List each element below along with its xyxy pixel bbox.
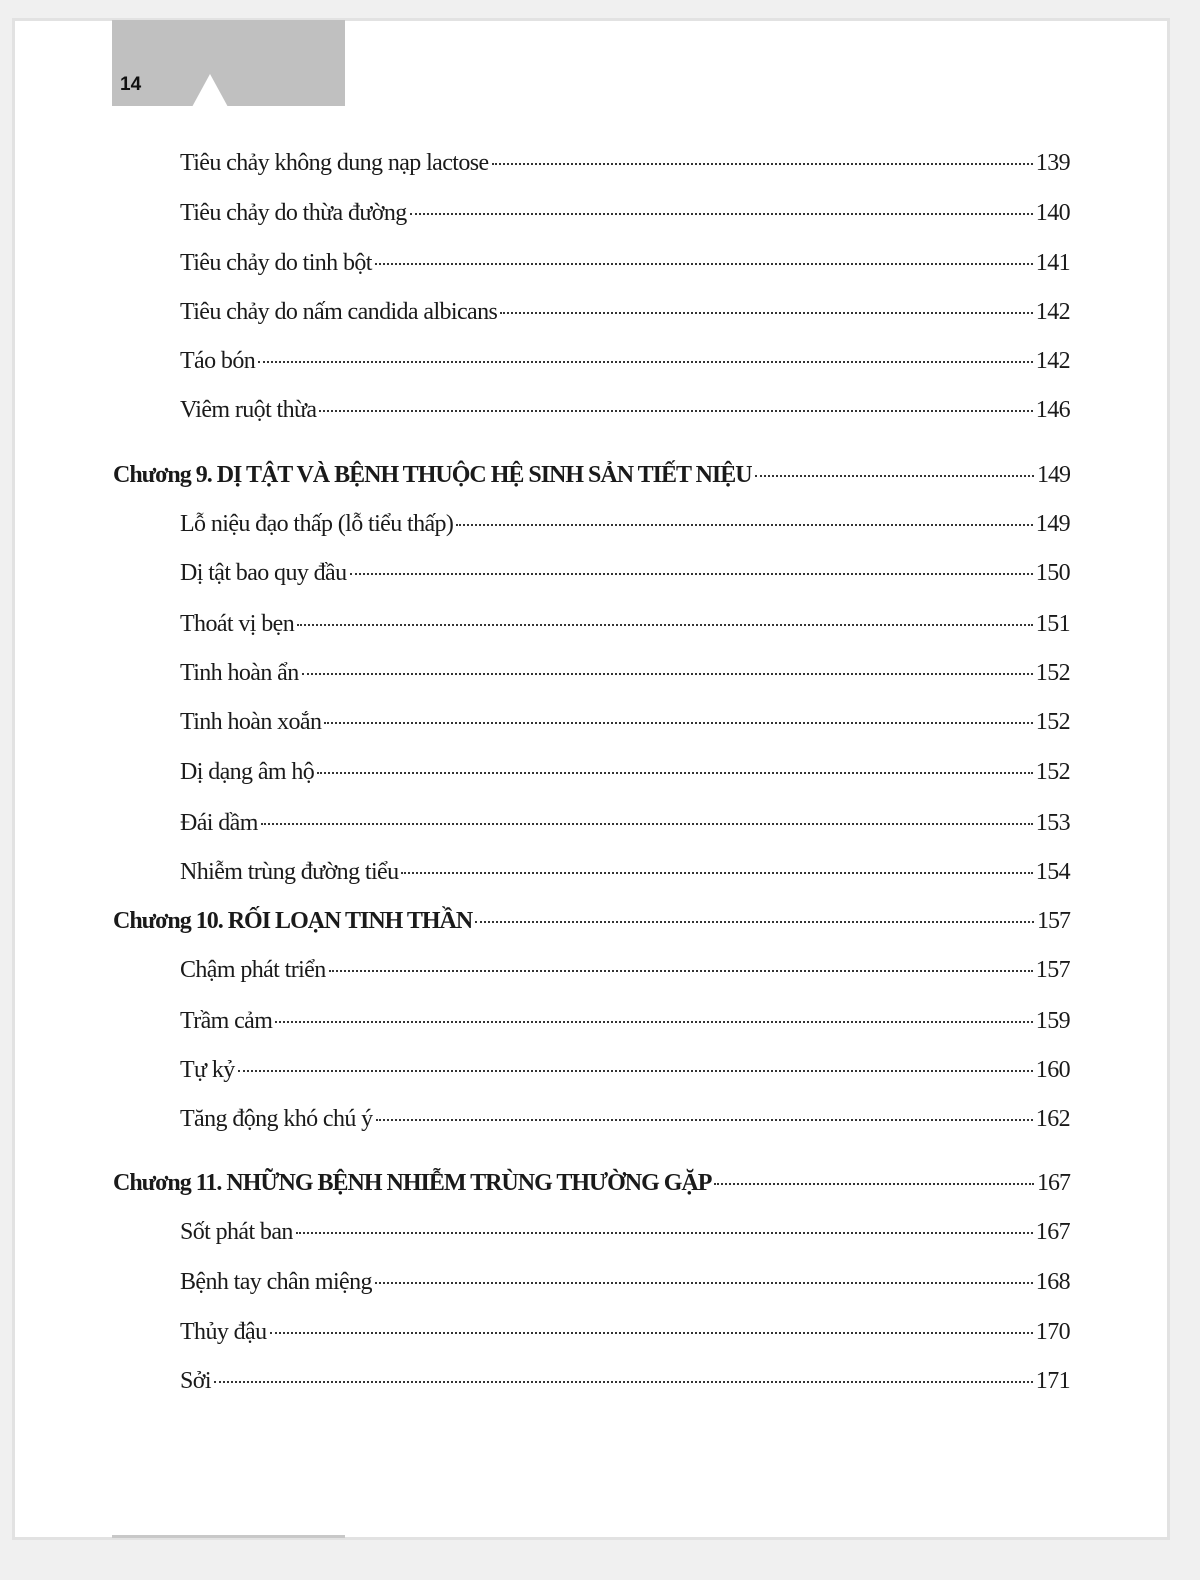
- dot-leader: [456, 524, 1032, 526]
- toc-entry: [180, 660, 1070, 694]
- entry-title: Chương 11. NHỮNG BỆNH NHIỄM TRÙNG THƯỜNG GẶP: [113, 1170, 712, 1196]
- dot-leader: [714, 1183, 1034, 1185]
- entry-page-number: 140: [1035, 200, 1070, 226]
- toc-entry: [180, 1106, 1070, 1140]
- entry-page-number: 162: [1035, 1106, 1070, 1132]
- entry-page-number: 157: [1037, 908, 1070, 934]
- dot-leader: [350, 573, 1033, 575]
- toc-entry: [180, 810, 1070, 844]
- dot-leader: [401, 872, 1032, 874]
- entry-title: Chương 10. RỐI LOẠN TINH THẦN: [113, 908, 473, 934]
- dot-leader: [492, 163, 1033, 165]
- dot-leader: [375, 1282, 1033, 1284]
- entry-page-number: 153: [1035, 810, 1070, 836]
- dot-leader: [297, 624, 1033, 626]
- entry-page-number: 142: [1035, 299, 1070, 325]
- toc-entry: [180, 709, 1070, 743]
- entry-title: Tăng động khó chú ý: [180, 1106, 373, 1132]
- toc-entry: [180, 1368, 1070, 1402]
- toc-entry: [180, 1057, 1070, 1091]
- entry-page-number: 151: [1035, 611, 1070, 637]
- entry-title: Dị dạng âm hộ: [180, 759, 315, 785]
- toc-entry: [180, 250, 1070, 284]
- toc-entry: [180, 397, 1070, 431]
- toc-entry: [180, 611, 1070, 645]
- dot-leader: [296, 1232, 1033, 1234]
- toc-entry: [180, 150, 1070, 184]
- toc-chapter-entry: [113, 1170, 1070, 1204]
- entry-title: Đái dầm: [180, 810, 258, 836]
- entry-page-number: 150: [1035, 560, 1070, 586]
- entry-page-number: 171: [1035, 1368, 1070, 1394]
- entry-title: Thủy đậu: [180, 1319, 267, 1345]
- entry-page-number: 168: [1035, 1269, 1070, 1295]
- entry-page-number: 152: [1035, 759, 1070, 785]
- toc-entry: [180, 299, 1070, 333]
- entry-title: Viêm ruột thừa: [180, 397, 317, 423]
- entry-title: Tinh hoàn xoắn: [180, 709, 322, 735]
- entry-title: Tiêu chảy do tinh bột: [180, 250, 372, 276]
- toc-entry: [180, 348, 1070, 382]
- dot-leader: [410, 213, 1033, 215]
- dot-leader: [261, 823, 1033, 825]
- toc-entry: [180, 511, 1070, 545]
- toc-entry: [180, 560, 1070, 594]
- entry-title: Dị tật bao quy đầu: [180, 560, 347, 586]
- entry-page-number: 152: [1035, 709, 1070, 735]
- dot-leader: [238, 1070, 1033, 1072]
- dot-leader: [258, 361, 1033, 363]
- entry-title: Sởi: [180, 1368, 211, 1394]
- entry-title: Táo bón: [180, 348, 256, 374]
- toc-entry: [180, 1319, 1070, 1353]
- entry-title: Tinh hoàn ẩn: [180, 660, 299, 686]
- dot-leader: [324, 722, 1032, 724]
- entry-title: Tiêu chảy do thừa đường: [180, 200, 407, 226]
- entry-page-number: 167: [1035, 1219, 1070, 1245]
- entry-page-number: 141: [1035, 250, 1070, 276]
- toc-entry: [180, 1269, 1070, 1303]
- page-number: 14: [120, 74, 142, 95]
- dot-leader: [270, 1332, 1033, 1334]
- entry-page-number: 142: [1035, 348, 1070, 374]
- toc-entry: [180, 1008, 1070, 1042]
- entry-title: Nhiễm trùng đường tiểu: [180, 859, 399, 885]
- toc-chapter-entry: [113, 462, 1070, 496]
- dot-leader: [376, 1119, 1033, 1121]
- dot-leader: [755, 475, 1034, 477]
- toc-entry: [180, 859, 1070, 893]
- entry-page-number: 159: [1035, 1008, 1070, 1034]
- entry-page-number: 139: [1035, 150, 1070, 176]
- entry-title: Lỗ niệu đạo thấp (lỗ tiểu thấp): [180, 511, 454, 537]
- entry-page-number: 152: [1035, 660, 1070, 686]
- entry-page-number: 170: [1035, 1319, 1070, 1345]
- toc-entry: [180, 200, 1070, 234]
- entry-title: Sốt phát ban: [180, 1219, 293, 1245]
- entry-title: Tự kỷ: [180, 1057, 235, 1083]
- dot-leader: [375, 263, 1033, 265]
- toc-entry: [180, 759, 1070, 793]
- dot-leader: [302, 673, 1033, 675]
- tab-notch: [192, 74, 228, 107]
- footer-rule: [112, 1535, 345, 1538]
- dot-leader: [275, 1021, 1032, 1023]
- dot-leader: [214, 1381, 1033, 1383]
- toc-entry: [180, 957, 1070, 991]
- page-number-tab: [112, 20, 345, 106]
- entry-title: Tiêu chảy do nấm candida albicans: [180, 299, 498, 325]
- toc-chapter-entry: [113, 908, 1070, 942]
- entry-page-number: 154: [1035, 859, 1070, 885]
- entry-page-number: 167: [1037, 1170, 1070, 1196]
- entry-page-number: 149: [1037, 462, 1070, 488]
- toc-entry: [180, 1219, 1070, 1253]
- dot-leader: [319, 410, 1032, 412]
- entry-title: Chương 9. DỊ TẬT VÀ BỆNH THUỘC HỆ SINH SẢN TIẾT NIỆU: [113, 462, 752, 488]
- entry-title: Chậm phát triển: [180, 957, 326, 983]
- entry-page-number: 149: [1035, 511, 1070, 537]
- entry-page-number: 146: [1035, 397, 1070, 423]
- entry-page-number: 160: [1035, 1057, 1070, 1083]
- dot-leader: [317, 772, 1033, 774]
- dot-leader: [475, 921, 1034, 923]
- dot-leader: [500, 312, 1033, 314]
- entry-title: Thoát vị bẹn: [180, 611, 295, 637]
- entry-title: Trầm cảm: [180, 1008, 273, 1034]
- entry-page-number: 157: [1035, 957, 1070, 983]
- entry-title: Bệnh tay chân miệng: [180, 1269, 372, 1295]
- dot-leader: [329, 970, 1033, 972]
- entry-title: Tiêu chảy không dung nạp lactose: [180, 150, 489, 176]
